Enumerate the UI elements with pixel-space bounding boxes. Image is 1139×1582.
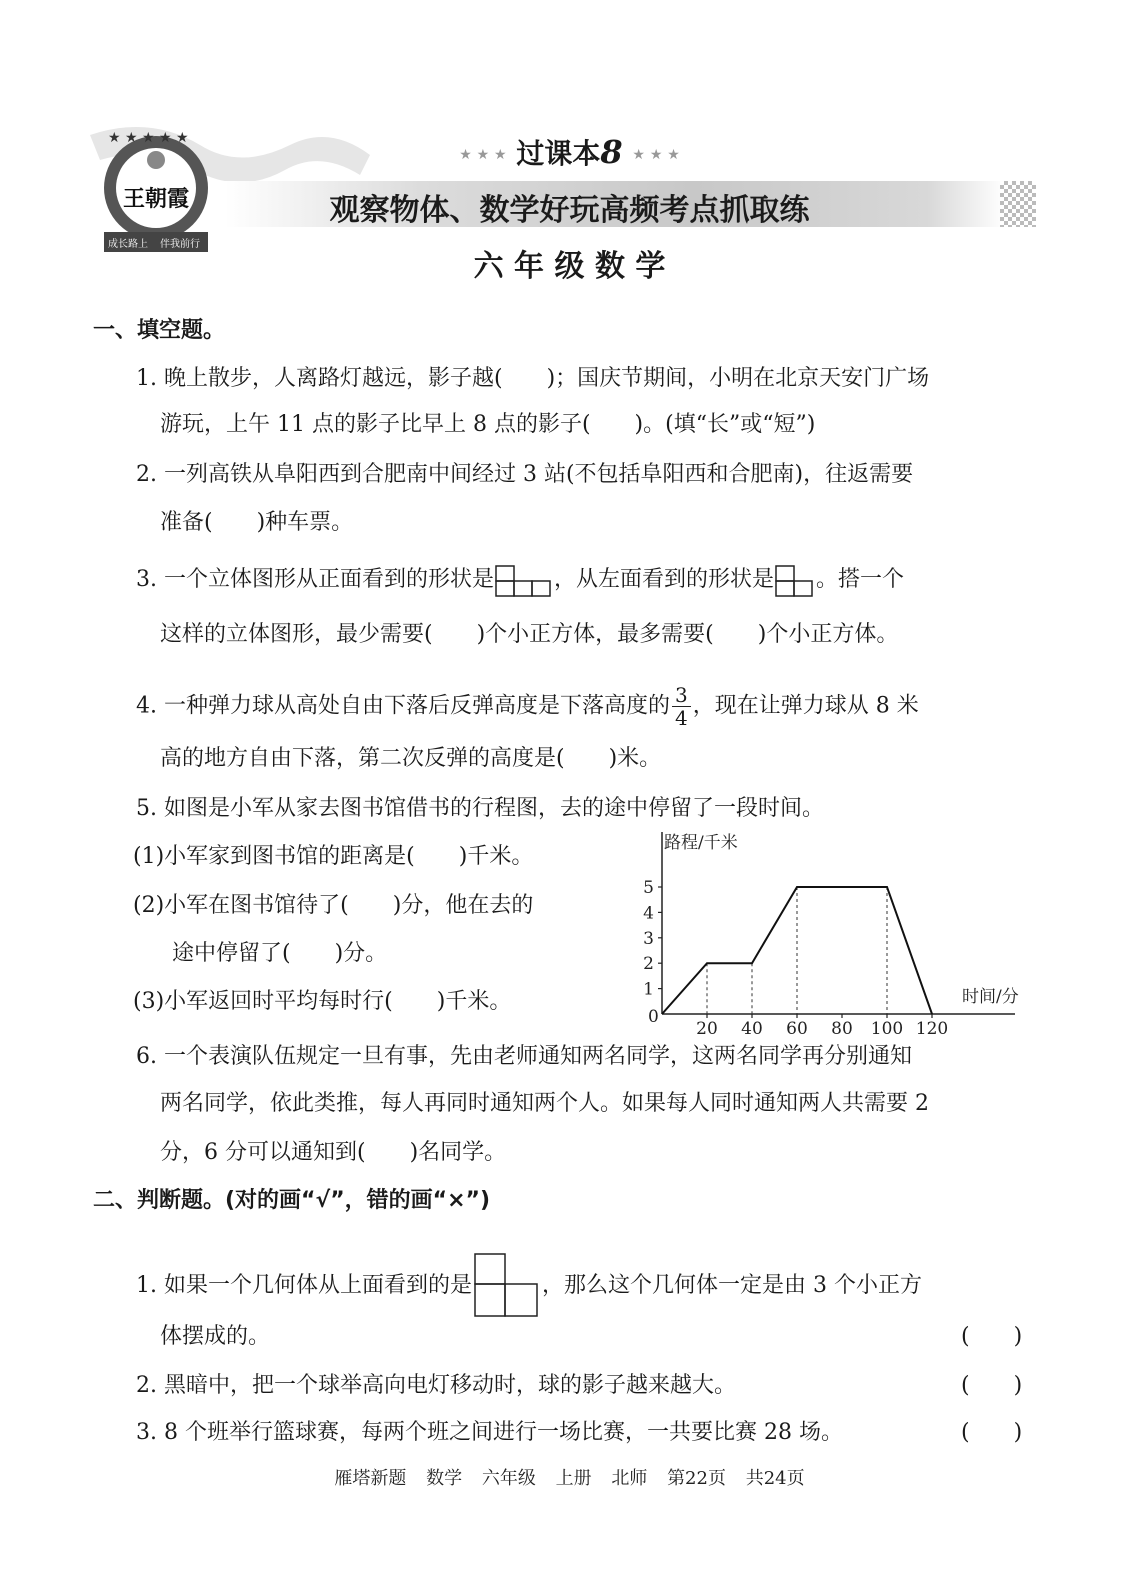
tf-q1-text-part2: ，那么这个几何体一定是由 3 个小正方 [542,1273,922,1298]
q4-fraction [672,684,691,729]
x-tick-label: 40 [741,1019,763,1039]
q3-front-view-figure [494,565,554,595]
tf-q1-text-part1: 1. 如果一个几何体从上面看到的是 [136,1273,472,1298]
footer-page: 第22页 [667,1468,726,1489]
q5-sub2-line1: (2)小军在图书馆待了( )分，他在去的 [133,893,534,918]
x-tick-label: 60 [786,1019,808,1039]
x-tick-label: 80 [831,1019,853,1039]
origin-label: 0 [648,1007,659,1027]
q4-line1 [136,684,919,729]
tf-q1-line2: 体摆成的。 [160,1324,271,1349]
logo-slogan-left: 成长路上 [108,239,148,250]
q5-sub2-line2: 途中停留了( )分。 [172,941,388,966]
footer-edition: 北师 [611,1468,648,1489]
y-tick-label: 4 [643,903,654,924]
page-title: 观察物体、数学好玩高频考点抓取练 [329,193,810,228]
q2-line2: 准备( )种车票。 [160,510,354,535]
x-axis-label: 时间/分 [962,987,1019,1007]
series-label [0,132,1139,172]
q6-line2: 两名同学，依此类推，每人再同时通知两个人。如果每人同时通知两人共需要 2 [160,1091,929,1116]
q4-text-part1: 4. 一种弹力球从高处自由下落后反弹高度是下落高度的 [136,693,670,719]
stars-right-icon: ★ ★ ★ [632,147,680,163]
tf-q1-answer-box[interactable]: ( ) [961,1324,1023,1349]
tf-q2: 2. 黑暗中，把一个球举高向电灯移动时，球的影子越来越大。 [136,1373,736,1398]
y-tick-label: 3 [643,928,654,949]
section-1-heading: 一、填空题。 [93,318,226,343]
y-tick-label: 1 [643,979,654,1000]
q3-line1 [136,565,904,595]
q2-line1: 2. 一列高铁从阜阳西到合肥南中间经过 3 站(不包括阜阳西和合肥南)，往返需要 [136,462,914,487]
q3-left-view-figure [774,565,816,595]
q4-fraction-numerator: 3 [672,684,691,707]
y-axis-label: 路程/千米 [664,833,738,853]
q1-line1: 1. 晚上散步，人离路灯越远，影子越( )；国庆节期间，小明在北京天安门广场 [136,366,930,391]
footer-book: 雁塔新题 [334,1468,407,1489]
q3-text-part3: 。搭一个 [816,567,905,592]
distance-time-chart [630,820,1050,1045]
page-subtitle: 六 年 级 数 学 [473,249,666,284]
page-footer [0,1464,1139,1490]
logo-slogan-right: 伴我前行 [160,239,200,250]
footer-subject: 数学 [426,1468,463,1489]
q4-line2: 高的地方自由下落，第二次反弹的高度是( )米。 [160,746,662,771]
q5-sub3: (3)小军返回时平均每时行( )千米。 [133,989,512,1014]
footer-volume: 上册 [555,1468,592,1489]
q6-line1: 6. 一个表演队伍规定一旦有事，先由老师通知两名同学，这两名同学再分别通知 [136,1044,912,1069]
x-tick-label: 20 [696,1019,718,1039]
footer-total: 共24页 [745,1468,805,1489]
svg-text:★ ★ ★ ★ ★: ★ ★ ★ ★ ★ [108,130,189,146]
x-tick-label: 100 [870,1019,904,1039]
tf-q3-answer-box[interactable]: ( ) [961,1420,1023,1445]
q4-fraction-denominator: 4 [675,706,688,730]
q3-text-part2: ，从左面看到的形状是 [554,567,775,592]
q5-intro: 5. 如图是小军从家去图书馆借书的行程图，去的途中停留了一段时间。 [136,796,824,821]
q1-line2: 游玩，上午 11 点的影子比早上 8 点的影子( )。(填“长”或“短”) [160,412,816,437]
tf-q3: 3. 8 个班举行篮球赛，每两个班之间进行一场比赛，一共要比赛 28 场。 [136,1420,843,1445]
section-2-heading: 二、判断题。(对的画“√”，错的画“×”) [93,1188,491,1213]
q4-text-part2: ，现在让弹力球从 8 米 [692,693,919,719]
q3-line2: 这样的立体图形，最少需要( )个小正方体，最多需要( )个小正方体。 [160,622,899,647]
logo-name: 王朝霞 [122,186,189,212]
series-name: 过课本 [516,137,601,170]
x-tick-label: 120 [915,1019,949,1039]
footer-grade: 六年级 [481,1468,536,1489]
q3-text-part1: 3. 一个立体图形从正面看到的形状是 [136,567,494,592]
q6-line3: 分，6 分可以通知到( )名同学。 [160,1140,507,1165]
y-tick-label: 2 [643,954,654,975]
q5-sub1: (1)小军家到图书馆的距离是( )千米。 [133,844,534,869]
tf-q2-answer-box[interactable]: ( ) [961,1373,1023,1398]
tf-q1-top-view-figure [472,1252,542,1320]
stars-left-icon: ★ ★ ★ [459,147,507,163]
y-tick-label: 5 [643,878,654,898]
series-number: 8 [600,133,623,171]
tf-q1-line1 [136,1252,922,1320]
